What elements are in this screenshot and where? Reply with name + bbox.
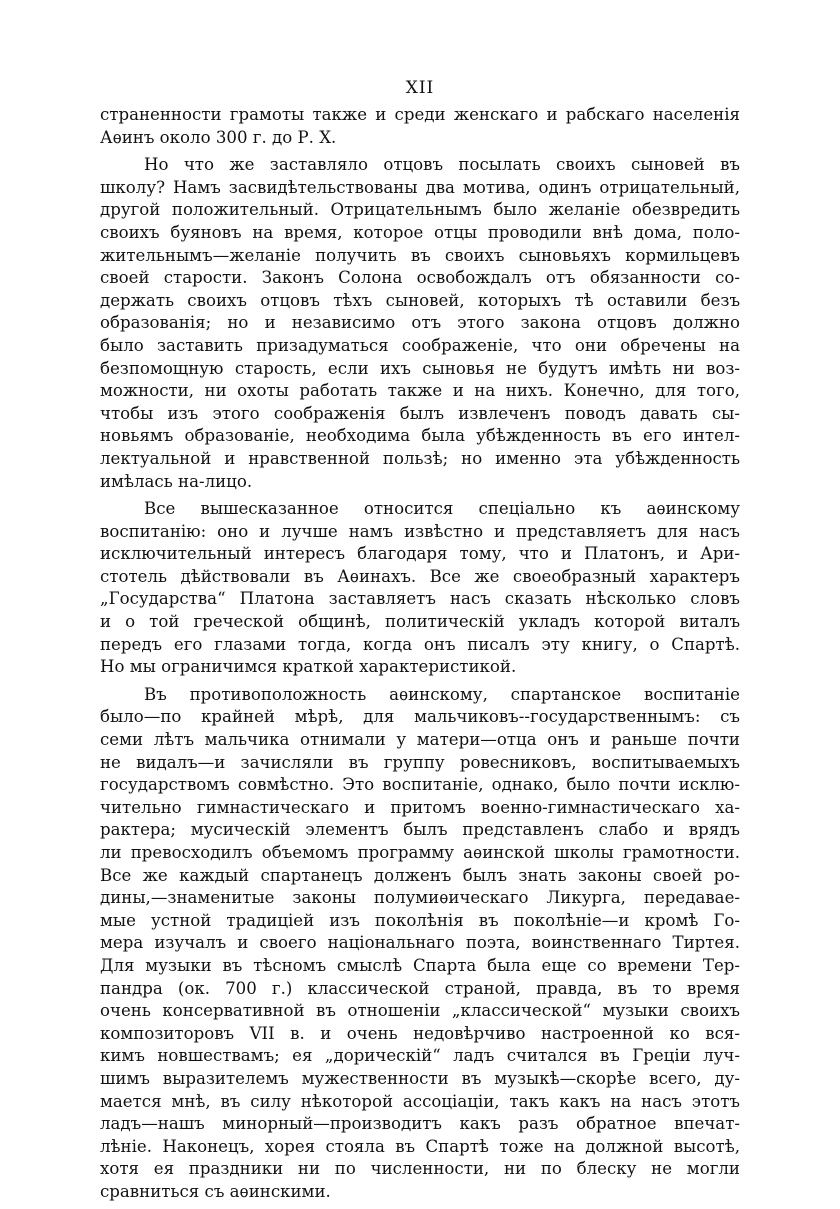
text-line: исключительный интересъ благодаря тому, что и Платонъ, и Ари- — [100, 544, 740, 564]
text-line: Но что же заставляло отцовъ посылать своихъ сыновей въ — [144, 155, 740, 175]
text-line: Все вышесказанное относится спеціально къ аѳинскому — [144, 499, 740, 519]
text-line: и о той греческой общинѣ, политическій укладъ которой виталъ — [100, 612, 740, 632]
text-line: было заставить призадуматься соображеніе, что они обречены на — [100, 335, 740, 355]
text-line: чтобы изъ этого соображенія былъ извлеченъ поводъ давать сы- — [100, 403, 740, 423]
text-line: мые устной традиціей изъ поколѣнія въ поколѣніе—и кромѣ Го- — [100, 910, 740, 930]
text-line: мера изучалъ и своего національнаго поэта, воинственнаго Тиртея. — [100, 933, 740, 953]
text-line: жительнымъ—желаніе получить въ своихъ сыновьяхъ кормильцевъ — [100, 245, 740, 265]
text-line: было—по крайней мѣрѣ, для мальчиковъ--государственнымъ: съ — [100, 707, 740, 727]
text-line: держать своихъ отцовъ тѣхъ сыновей, которыхъ тѣ оставили безъ — [100, 290, 740, 310]
text-line: страненности грамоты также и среди женскаго и рабскаго населенія — [100, 105, 740, 124]
text-line: Все же каждый спартанецъ долженъ былъ знать законы своей ро- — [100, 865, 740, 885]
document-page — [100, 78, 740, 1209]
paragraph — [100, 684, 740, 1204]
text-line: воспитанію: оно и лучше намъ извѣстно и представляетъ для насъ — [100, 521, 740, 541]
text-line: очень консервативной въ отношеніи „классической“ музыки своихъ — [100, 1001, 740, 1021]
text-line: Для музыки въ тѣсномъ смыслѣ Спарта была еще со времени Тер- — [100, 955, 740, 975]
text-line: государствомъ совмѣстно. Это воспитаніе, однако, было почти исклю- — [100, 775, 740, 795]
text-line: ли превосходилъ объемомъ программу аѳинской школы грамотности. — [100, 843, 740, 862]
text-line: композиторовъ VII в. и очень недовѣрчиво настроенной ко вся- — [100, 1023, 740, 1043]
text-line: не видалъ—и зачисляли въ группу ровесниковъ, воспитываемыхъ — [100, 752, 740, 772]
text-line: безпомощную старость, если ихъ сыновья не будутъ имѣть ни воз- — [100, 358, 740, 378]
text-line: ладъ—нашъ минорный—производитъ какъ разъ обратное впечат- — [100, 1114, 740, 1134]
text-line: кимъ новшествамъ; ея „дорическій“ ладъ считался въ Греціи луч- — [100, 1046, 740, 1066]
text-line: Въ противоположность аѳинскому, спартанское воспитаніе — [144, 684, 740, 704]
text-line: шимъ выразителемъ мужественности въ музыкѣ—скорѣе всего, ду- — [100, 1068, 740, 1088]
body-text — [100, 104, 740, 1204]
text-line: своей старости. Законъ Солона освобождалъ отъ обязанности со- — [100, 268, 740, 288]
text-line: сравниться съ аѳинскими. — [100, 1181, 331, 1201]
text-line: Но мы ограничимся краткой характеристикой. — [100, 657, 517, 677]
text-line: семи лѣтъ мальчика отнимали у матери—отца онъ и раньше почти — [100, 730, 740, 750]
page-number: XII — [405, 78, 435, 98]
paragraph — [100, 498, 740, 679]
text-line: передъ его глазами тогда, когда онъ писалъ эту книгу, о Спартѣ. — [100, 634, 740, 654]
text-line: стотель дѣйствовали въ Аѳинахъ. Все же своеобразный характеръ — [100, 566, 740, 586]
text-line: лѣніе. Наконецъ, хорея стояла въ Спартѣ тоже на должной высотѣ, — [100, 1136, 740, 1156]
text-line: дины,—знаменитые законы полумиѳическаго Ликурга, передавае- — [100, 888, 740, 908]
text-line: образованія; но и независимо отъ этого закона отцовъ должно — [100, 313, 740, 333]
text-line: Аѳинъ около 300 г. до Р. Х. — [100, 127, 337, 147]
paragraph — [100, 154, 740, 493]
text-line: хотя ея праздники ни по численности, ни по блеску не могли — [100, 1159, 740, 1179]
text-line: чительно гимнастическаго и притомъ военно-гимнастическаго ха- — [100, 797, 740, 817]
text-line: пандра (ок. 700 г.) классической страной, правда, въ то время — [100, 978, 740, 998]
text-line: новьямъ образованіе, необходима была убѣжденность въ его интел- — [100, 426, 740, 446]
text-line: рактера; мусическій элементъ былъ представленъ слабо и врядъ — [100, 820, 740, 840]
text-line: школу? Намъ засвидѣтельствованы два мотива, одинъ отрицательный, — [100, 177, 740, 197]
text-line: „Государства“ Платона заставляетъ насъ сказать нѣсколько словъ — [100, 589, 740, 609]
text-line: лектуальной и нравственной пользѣ; но именно эта убѣжденность — [100, 448, 740, 468]
text-line: можности, ни охоты работать также и на нихъ. Конечно, для того, — [100, 381, 740, 401]
text-line: имѣлась на-лицо. — [100, 471, 253, 491]
paragraph — [100, 104, 740, 149]
text-line: своихъ буяновъ на время, которое отцы проводили внѣ дома, поло- — [100, 222, 740, 242]
text-line: мается мнѣ, въ силу нѣкоторой ассоціаціи, такъ какъ на насъ этотъ — [100, 1091, 740, 1111]
text-line: другой положительный. Отрицательнымъ было желаніе обезвредить — [100, 200, 740, 220]
